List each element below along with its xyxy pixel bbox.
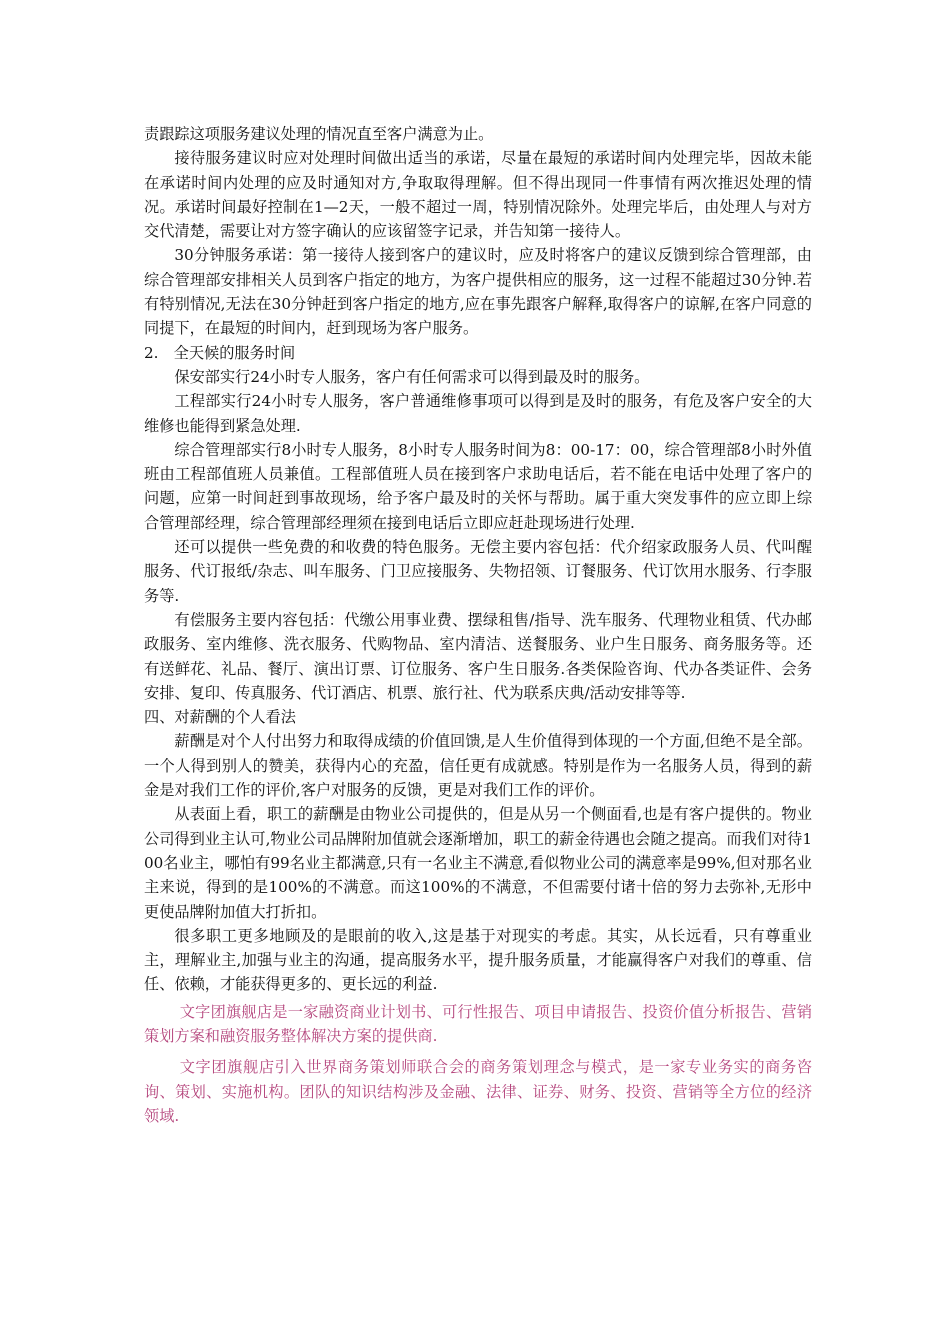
paragraph-continuation: 责跟踪这项服务建议处理的情况直至客户满意为止。 xyxy=(144,125,494,143)
paragraph-30-minute-promise: 30分钟服务承诺：第一接待人接到客户的建议时，应及时将客户的建议反馈到综合管理部，由综合管理部安排相关人员到客户指定的地方，为客户提供相应的服务，这一过程不能超过30分钟.若有特别情况,无法在30分钟赶到客户指定的地方,应在事先跟客户解释,取得客户的谅解,在客户同意的同提下，在最短的时间内，赶到现场为客户服务。 xyxy=(144,246,812,338)
paragraph-security-dept: 保安部实行24小时专人服务，客户有任何需求可以得到最及时的服务。 xyxy=(174,367,650,386)
document-page xyxy=(144,122,812,1128)
paragraph-paid-services: 有偿服务主要内容包括：代缴公用事业费、摆绿租售/指导、洗车服务、代理物业租赁、代办邮政服务、室内维修、洗衣服务、代购物品、室内清洁、送餐服务、业户生日服务、商务服务等。还有送鲜花、礼品、餐厅、演出订票、订位服务、客户生日服务.各类保险咨询、代办各类证件、会务安排、复印、传真服务、代订酒店、机票、旅行社、代为联系庆典/活动安排等等. xyxy=(144,610,812,702)
section-heading-service-hours: 2. 全天候的服务时间 xyxy=(144,343,296,362)
paragraph-salary-value: 薪酬是对个人付出努力和取得成绩的价值回馈,是人生价值得到体现的一个方面,但绝不是全部。一个人得到别人的赞美，获得内心的充盈，信任更有成就感。特别是作为一名服务人员，得到的薪金是对我们工作的评价,客户对服务的反馈，更是对我们工作的评价。 xyxy=(144,732,812,800)
section-heading-salary: 四、对薪酬的个人看法 xyxy=(144,708,296,727)
paragraph-commitment: 接待服务建议时应对处理时间做出适当的承诺，尽量在最短的承诺时间内处理完毕，因故未能在承诺时间内处理的应及时通知对方,争取取得理解。但不得出现同一件事情有两次推迟处理的情况。承诺时间最好控制在1—2天，一般不超过一周，特别情况除外。处理完毕后，由处理人与对方交代清楚，需要让对方签字确认的应该留签字记录，并告知第一接待人。 xyxy=(144,149,812,241)
paragraph-admin-dept: 综合管理部实行8小时专人服务，8小时专人服务时间为8：00-17：00，综合管理部8小时外值班由工程部值班人员兼值。工程部值班人员在接到客户求助电话后，若不能在电话中处理了客户的问题，应第一时间赶到事故现场，给予客户最及时的关怀与帮助。属于重大突发事件的应立即上综合管理部经理，综合管理部经理须在接到电话后立即应赶赴现场进行处理. xyxy=(144,440,812,532)
ad-paragraph-1: 文字团旗舰店是一家融资商业计划书、可行性报告、项目申请报告、投资价值分析报告、营销策划方案和融资服务整体解决方案的提供商. xyxy=(144,1002,812,1045)
paragraph-engineering-dept: 工程部实行24小时专人服务，客户普通维修事项可以得到是及时的服务，有危及客户安全的大维修也能得到紧急处理. xyxy=(144,392,812,435)
paragraph-free-services: 还可以提供一些免费的和收费的特色服务。无偿主要内容包括：代介绍家政服务人员、代叫醒服务、代订报纸/杂志、叫车服务、门卫应接服务、失物招领、订餐服务、代订饮用水服务、行李服务等. xyxy=(144,538,812,605)
paragraph-long-term: 很多职工更多地顾及的是眼前的收入,这是基于对现实的考虑。其实，从长远看，只有尊重业主，理解业主,加强与业主的沟通，提高服务水平，提升服务质量，才能赢得客户对我们的尊重、信任、依赖，才能获得更多的、更长远的利益. xyxy=(144,926,812,994)
ad-paragraph-2: 文字团旗舰店引入世界商务策划师联合会的商务策划理念与模式，是一家专业务实的商务咨询、策划、实施机构。团队的知识结构涉及金融、法律、证券、财务、投资、营销等全方位的经济领域. xyxy=(144,1058,812,1125)
paragraph-salary-source: 从表面上看，职工的薪酬是由物业公司提供的，但是从另一个侧面看,也是有客户提供的。物业公司得到业主认可,物业公司品牌附加值就会逐渐增加，职工的薪金待遇也会随之提高。而我们对待100名业主，哪怕有99名业主都满意,只有一名业主不满意,看似物业公司的满意率是99%,但对那名业主来说，得到的是100%的不满意。而这100%的不满意，不但需要付诸十倍的努力去弥补,无形中更使品牌附加值大打折扣。 xyxy=(144,805,812,921)
